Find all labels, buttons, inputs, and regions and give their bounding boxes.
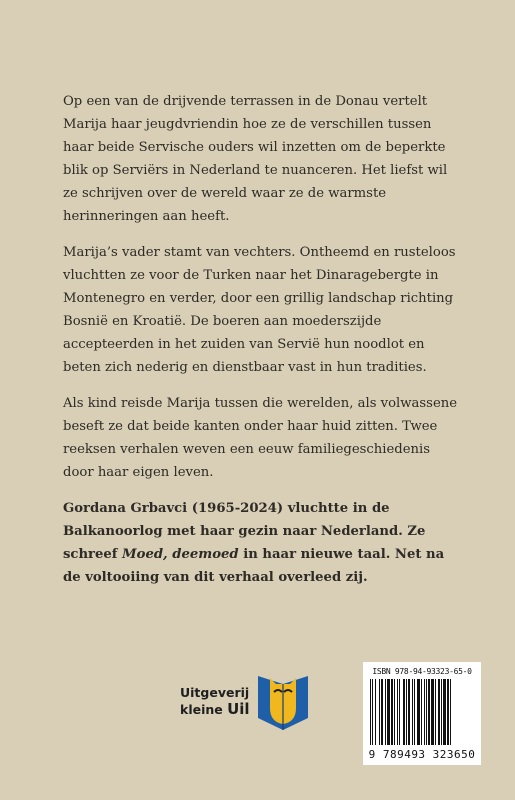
owl-logo-icon <box>252 668 314 734</box>
publisher-logo <box>180 668 320 738</box>
ean-number: 9 789493 323650 <box>368 748 476 761</box>
blurb-text <box>63 90 463 602</box>
book-title: Moed, deemoed <box>122 547 239 562</box>
isbn-number: ISBN 978-94-93323-65-0 <box>372 667 472 676</box>
publisher-name-uil: Uil <box>227 700 250 718</box>
publisher-name-line1: Uitgeverij <box>180 685 250 700</box>
barcode-bars <box>368 679 476 749</box>
author-bio-text-end: in haar nieuwe taal. Net na de voltooiing van dit verhaal overleed zij. <box>63 547 445 585</box>
blurb-paragraph-2: Marija’s vader stamt van vechters. Ontheemd en rusteloos vluchtten ze voor de Turken naar het Dinaragebergte in Montenegro en verder, door een grillig landschap richting Bosnië en Kroatië. De boeren aan moederszijde accepteerden in het zuiden van Servië hun noodlot en beten zich nederig en dienstbaar vast in hun tradities. <box>63 245 456 375</box>
publisher-name-line2 <box>180 702 250 717</box>
author-bio <box>63 497 463 589</box>
barcode <box>363 662 481 765</box>
blurb-paragraph-1: Op een van de drijvende terrassen in de Donau vertelt Marija haar jeugdvriendin hoe ze de verschillen tussen haar beide Servische ouders wil inzetten om de beperkte blik op Serviërs in Nederland te nuanceren. Het liefst wil ze schrijven over de wereld waar ze de warmste herinneringen aan heeft. <box>63 94 448 224</box>
publisher-name-kleine: kleine <box>180 702 228 717</box>
blurb-paragraph-3: Als kind reisde Marija tussen die werelden, als volwassene beseft ze dat beide kanten onder haar huid zitten. Twee reeksen verhalen weven een eeuw familiegeschiedenis door haar eigen leven. <box>63 396 458 480</box>
author-bio-text: Gordana Grbavci (1965-2024) vluchtte in de Balkanoorlog met haar gezin naar Nederland. Ze schreef <box>63 501 426 562</box>
